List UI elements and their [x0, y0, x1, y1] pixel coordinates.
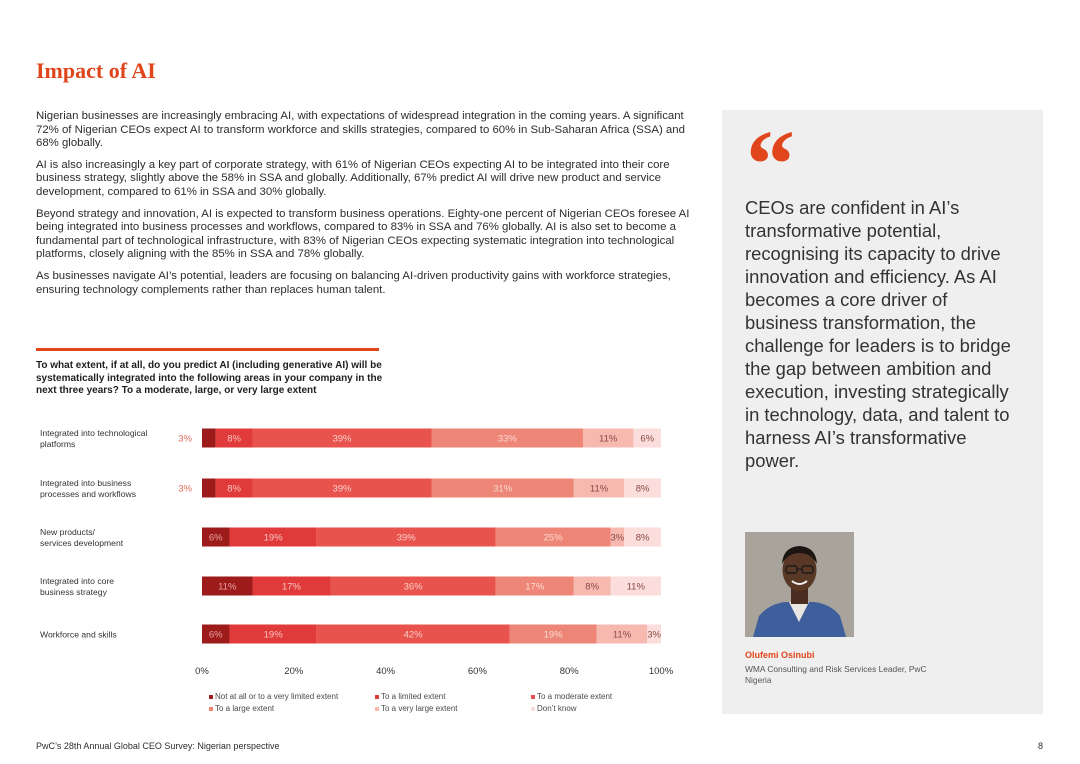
bar-value-label: 19% [543, 629, 563, 641]
bar-value-label: 42% [403, 629, 423, 641]
bar-value-label: 8% [635, 532, 650, 544]
bar-value-label: 11% [626, 581, 645, 593]
bar-value-label: 33% [497, 433, 517, 445]
bar-value-label: 8% [635, 483, 650, 495]
bar-value-label: 19% [263, 629, 283, 641]
legend-label: Not at all or to a very limited extent [215, 692, 339, 701]
person-name: Olufemi Osinubi [745, 650, 815, 660]
quote-mark-icon: “ [746, 111, 795, 219]
pull-quote: CEOs are confident in AI’s transformative potential, recognising its capacity to drive innovation and efficiency. As AI becomes a core driver of business transformation, the challenge for leaders is to bridge the gap between ambition and execution, investing strategically in technology, data, and talent to harness AI’s transformative power. [745, 197, 1011, 471]
bar-value-label: 8% [585, 581, 600, 593]
category-label: services development [40, 538, 124, 548]
x-tick-label: 20% [284, 666, 304, 677]
bar-value-label: 3% [178, 433, 192, 445]
legend-swatch [375, 695, 379, 699]
bar-value-label: 8% [227, 433, 241, 445]
legend-label: Don’t know [537, 704, 577, 713]
category-label: Integrated into core [40, 576, 115, 586]
bar-value-label: 11% [218, 581, 237, 593]
bar-value-label: 17% [281, 581, 302, 593]
x-tick-label: 80% [559, 666, 579, 677]
bar-segment [202, 479, 216, 498]
category-label: Integrated into technological [40, 428, 148, 438]
bar-value-label: 17% [525, 581, 545, 593]
legend-label: To a moderate extent [537, 692, 613, 701]
x-tick-label: 60% [467, 666, 487, 677]
paragraph-2: AI is also increasingly a key part of corporate strategy, with 61% of Nigerian CEOs expecting AI to be integrated into their core business strategy, slightly above the 58% in SSA and globally. Additionally, 67% predict AI will drive new product and service development, compared to 61% in SSA and 30% globally. [36, 158, 670, 198]
bar-value-label: 6% [208, 532, 223, 544]
bar-segment [202, 429, 216, 448]
x-tick-label: 40% [376, 666, 396, 677]
legend-swatch [375, 707, 379, 711]
bar-value-label: 39% [396, 532, 416, 544]
legend-label: To a large extent [215, 704, 275, 713]
page-title: Impact of AI [36, 58, 156, 83]
page-number: 8 [1038, 741, 1044, 751]
bar-value-label: 3% [610, 532, 625, 544]
bar-value-label: 6% [208, 629, 223, 641]
legend-swatch [531, 695, 535, 699]
legend-item [209, 704, 274, 713]
legend-item [375, 692, 445, 701]
chart-question: To what extent, if at all, do you predict AI (including generative AI) will be systematically integrated into the following areas in your company in the next three years? To a moderate, large, or very large extent [36, 360, 383, 396]
paragraph-4: As businesses navigate AI’s potential, leaders are focusing on balancing AI-driven productivity gains with workforce strategies, ensuring technology complements rather than replaces human talent. [36, 269, 671, 296]
bar-value-label: 31% [493, 483, 513, 495]
person-portrait-icon [745, 532, 854, 637]
bar-value-label: 11% [589, 483, 609, 495]
legend-item [375, 704, 457, 713]
legend-item [531, 704, 577, 713]
paragraph-1: Nigerian businesses are increasingly embracing AI, with expectations of widespread integration in the coming years. A significant 72% of Nigerian CEOs expect AI to transform workforce and skills strategies, compared to 60% in Sub-Saharan Africa (SSA) and 68% globally. [36, 110, 685, 150]
bar-value-label: 36% [403, 581, 423, 593]
legend-swatch [209, 707, 213, 711]
bar-value-label: 39% [332, 483, 352, 495]
legend-label: To a very large extent [381, 704, 458, 713]
legend-item [531, 692, 612, 701]
footer-text: PwC’s 28th Annual Global CEO Survey: Nigerian perspective [36, 741, 280, 751]
category-label: New products/ [40, 527, 95, 537]
bar-value-label: 19% [263, 532, 283, 544]
paragraph-3: Beyond strategy and innovation, AI is expected to transform business operations. Eighty-one percent of Nigerian CEOs foresee AI being integrated into business processes and workflows, compared to 83% in SSA and 76% globally. AI is also set to become a fundamental part of technological infrastructure, with 83% of Nigerian CEOs expecting systematic integration into technological platforms, closely aligning with the 85% in SSA and 78% globally. [36, 207, 690, 261]
category-label: processes and workflows [40, 489, 137, 499]
bar-value-label: 39% [332, 433, 352, 445]
category-label: platforms [40, 439, 76, 449]
bar-value-label: 3% [647, 629, 661, 641]
category-label: Integrated into business [40, 478, 132, 488]
bar-value-label: 6% [640, 433, 655, 445]
bar-value-label: 3% [178, 483, 192, 495]
person-role: WMA Consulting and Risk Services Leader, PwC Nigeria [745, 664, 927, 685]
person-photo [745, 532, 854, 637]
legend-item [209, 692, 338, 701]
bar-value-label: 8% [227, 483, 241, 495]
bar-value-label: 11% [599, 433, 618, 445]
legend-label: To a limited extent [381, 692, 446, 701]
category-label: business strategy [40, 587, 107, 597]
bar-value-label: 11% [612, 629, 632, 641]
x-tick-label: 0% [195, 666, 209, 677]
legend-swatch [209, 695, 213, 699]
bar-value-label: 25% [543, 532, 563, 544]
category-label: Workforce and skills [40, 629, 117, 640]
x-tick-label: 100% [648, 666, 674, 677]
legend-swatch [531, 707, 535, 711]
